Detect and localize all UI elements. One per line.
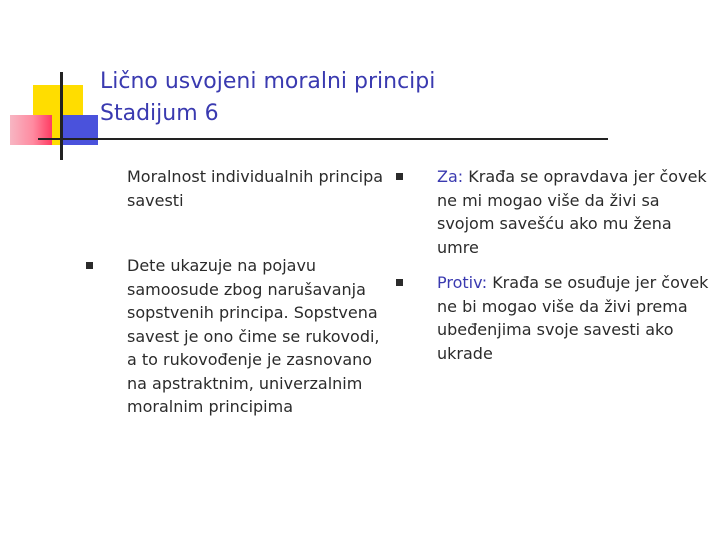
bullet-marker [396, 279, 403, 286]
za-label: Za: [437, 167, 464, 186]
right-bullet-za [437, 165, 712, 259]
protiv-label: Protiv: [437, 273, 488, 292]
decor-red-gradient-bar [10, 115, 52, 145]
za-text: Krađa se opravdava jer čovek ne mi mogao više da živi sa svojom savešću ako mu žena umre [437, 167, 707, 257]
title-line-1: Lično usvojeni moralni principi [100, 69, 436, 94]
bullet-marker [86, 262, 93, 269]
bullet-marker [396, 173, 403, 180]
left-subheading: Moralnost individualnih principa savesti [127, 167, 384, 210]
left-column [127, 165, 392, 431]
slide-title [100, 66, 435, 130]
right-bullet-protiv [437, 271, 712, 365]
decor-vertical-line [60, 72, 63, 160]
left-bullet [127, 254, 392, 419]
right-column [437, 165, 712, 377]
decor-blue-square [63, 115, 98, 145]
title-line-2: Stadijum 6 [100, 101, 219, 126]
protiv-text: Krađa se osuđuje jer čovek ne bi mogao više da živi prema ubeđenjima svoje savesti ako ukrade [437, 273, 709, 363]
decor-horizontal-line [38, 138, 608, 140]
left-bullet-text: Dete ukazuje na pojavu samoosude zbog narušavanja sopstvenih principa. Sopstvena savest je ono čime se rukovodi, a to rukovođenje je zasnovano na apstraktnim, univerzalnim moralnim principima [127, 256, 380, 416]
